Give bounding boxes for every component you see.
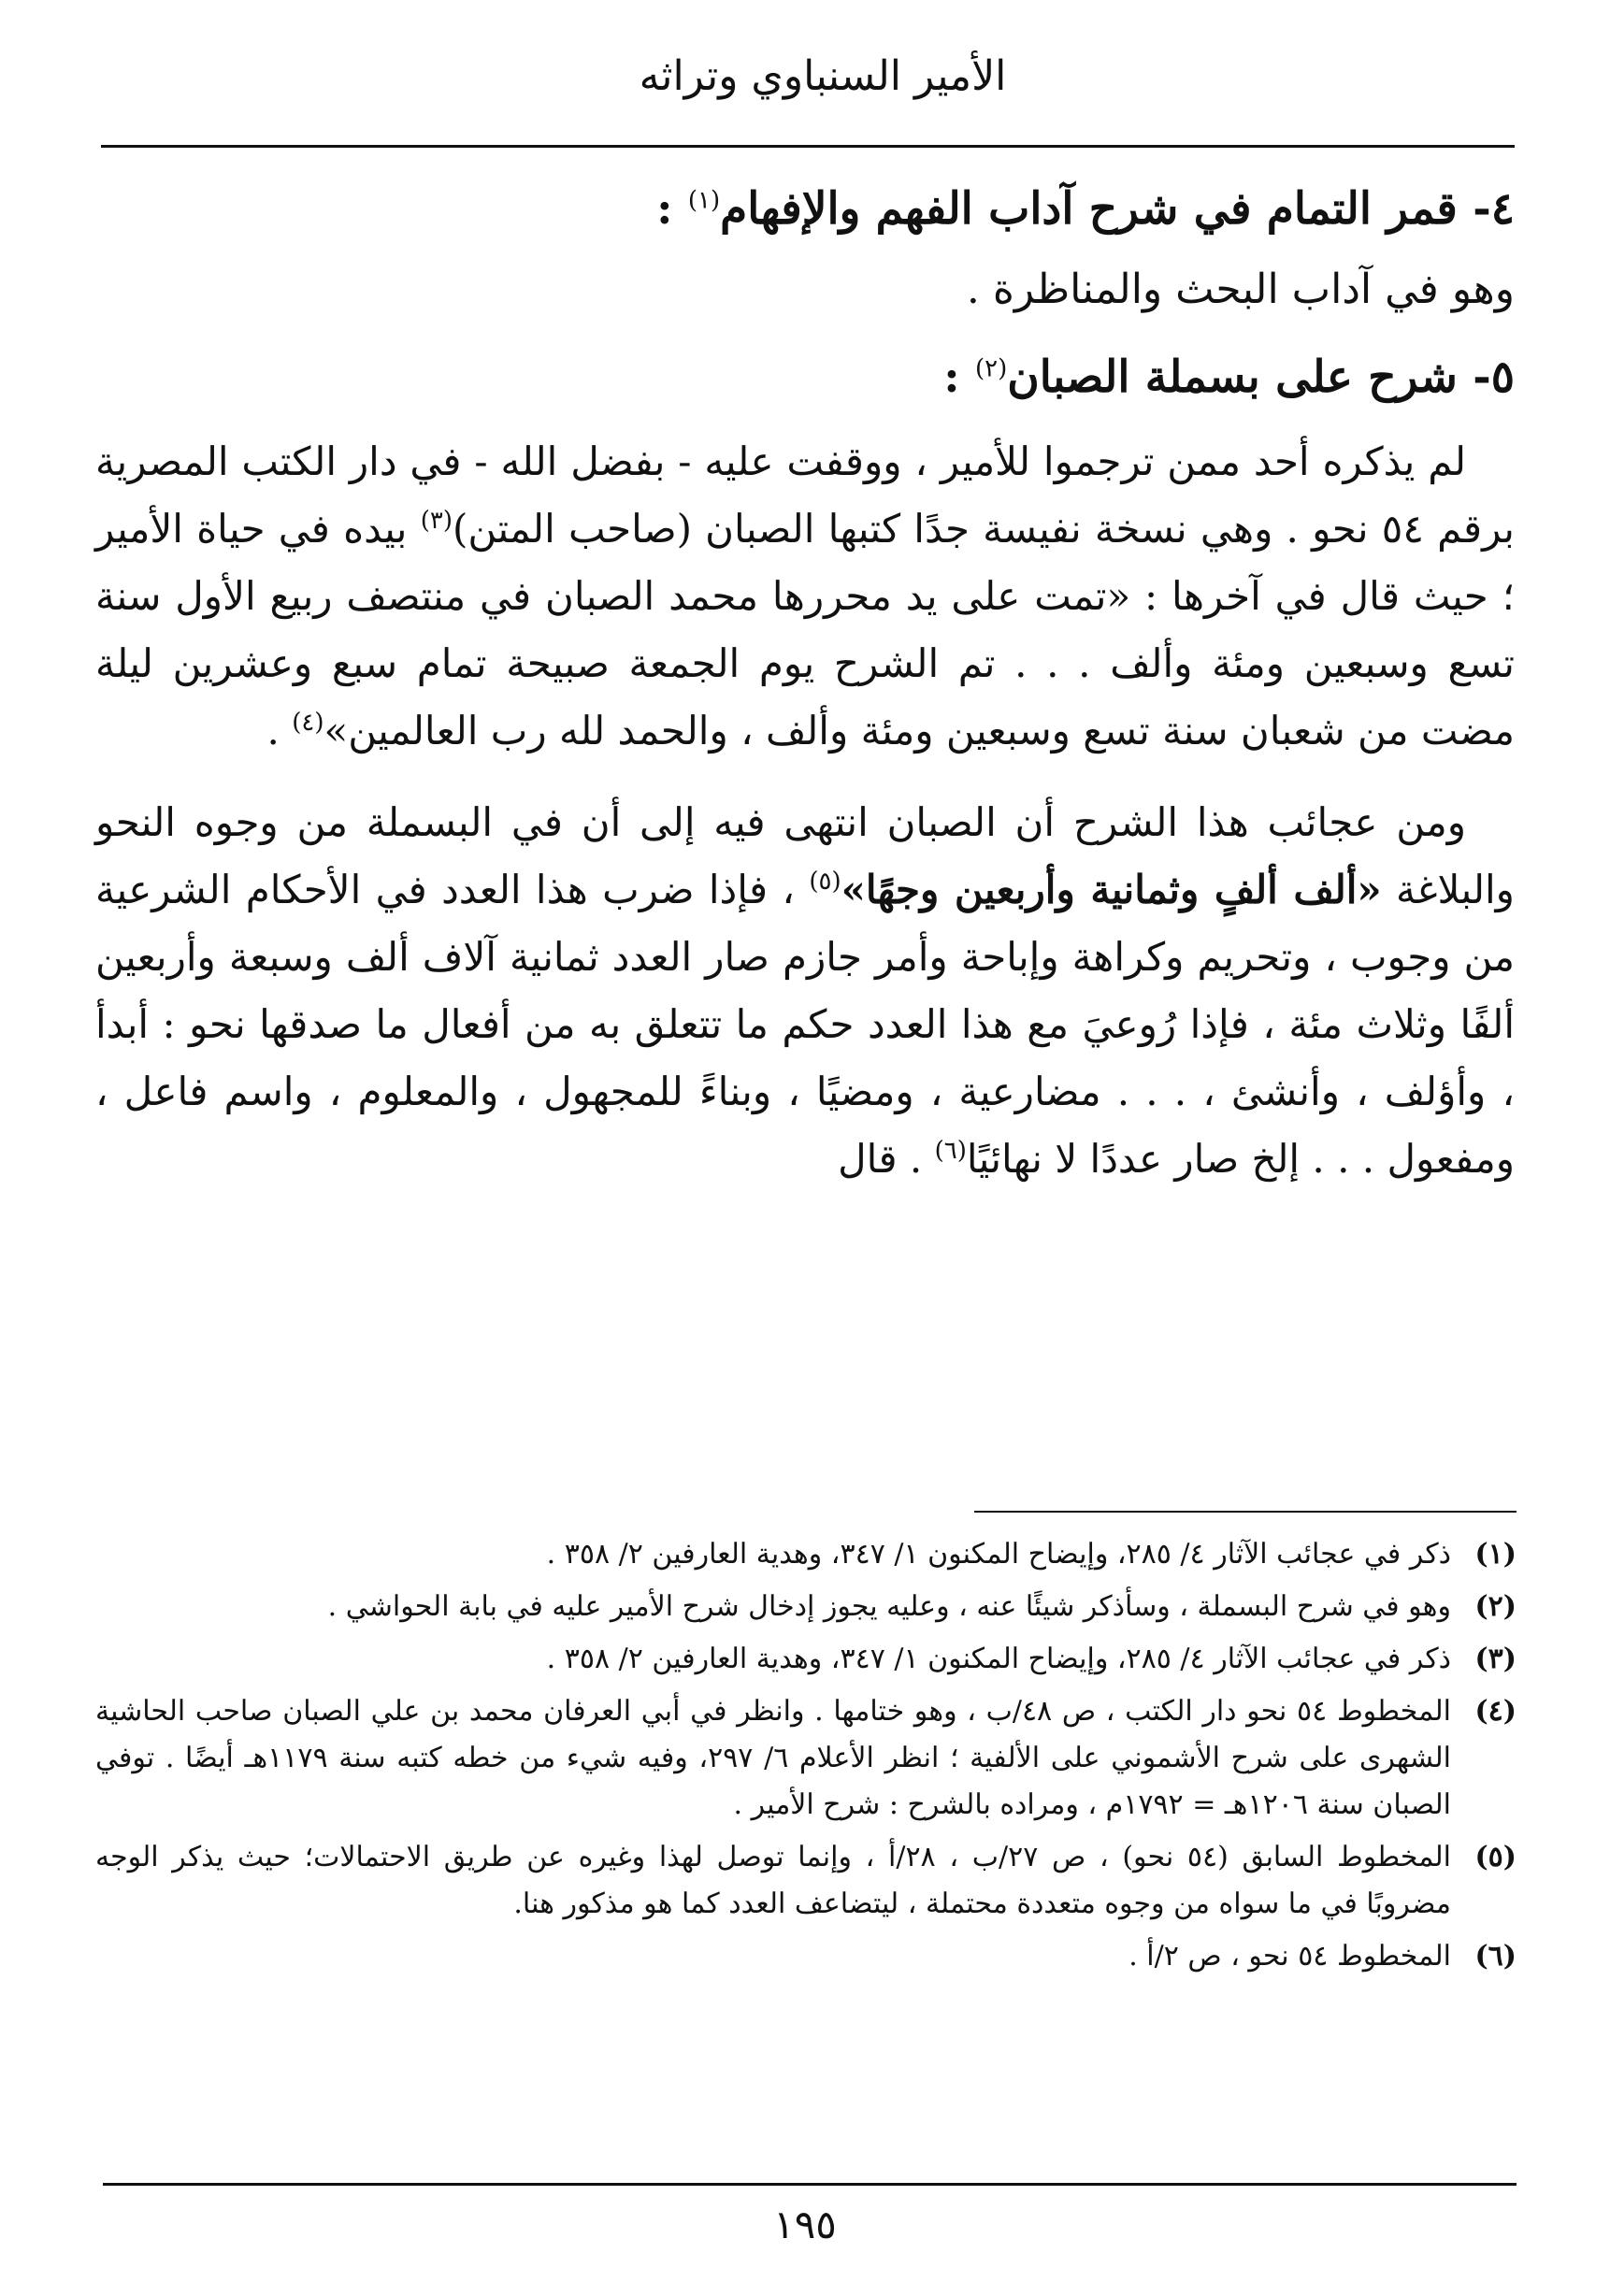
footnote-text: المخطوط ٥٤ نحو ، ص ٢/أ . [1128, 1940, 1451, 1973]
footnote-number: (٦) [1474, 1940, 1517, 1973]
footnote-ref-1[interactable]: (١) [687, 186, 721, 215]
footnote-ref-3[interactable]: (٣) [420, 507, 453, 535]
footnote-ref-2[interactable]: (٢) [974, 354, 1008, 383]
footnote-text: ذكر في عجائب الآثار ٤/ ٢٨٥، وإيضاح المكنون ١/ ٣٤٧، وهدية العارفين ٢/ ٣٥٨ . [546, 1538, 1451, 1571]
header-rule [101, 145, 1515, 148]
footnote-ref-4[interactable]: (٤) [292, 709, 324, 737]
footnote-text: المخطوط ٥٤ نحو دار الكتب ، ص ٤٨/ب ، وهو ختامها . وانظر في أبي العرفان محمد بن علي الصبان صاحب الحاشية الشهرى على شرح الأشموني على الألفية ؛ انظر الأعلام ٦/ ٢٩٧، وفيه شيء من خطه كتبه سنة ١١٧٩هـ أيضًا . توفي الصبان سنة ١٢٠٦هـ = ١٧٩٢م ، ومراده بالشرح : شرح الأمير . [95, 1695, 1451, 1821]
entry-title-4 [95, 176, 1515, 243]
entry-title-text: ٥- شرح على بسملة الصبان [1007, 352, 1515, 403]
footnote-2 [95, 1584, 1517, 1630]
footnote-number: (٣) [1474, 1643, 1517, 1675]
footnote-text: وهو في شرح البسملة ، وسأذكر شيئًا عنه ، وعليه يجوز إدخال شرح الأمير عليه في بابة الحواشي . [327, 1590, 1451, 1623]
entry-title-colon: : [943, 352, 975, 403]
footnote-text: المخطوط السابق (٥٤ نحو) ، ص ٢٧/ب ، ٢٨/أ ، وإنما توصل لهذا وغيره عن طريق الاحتمالات؛ حيث يذكر الوجه مضروبًا في ما سواه من وجوه متعددة محتملة ، ليتضاعف العدد كما هو مذكور هنا. [95, 1841, 1452, 1920]
footnote-ref-6[interactable]: (٦) [934, 1137, 967, 1165]
footnote-number: (١) [1474, 1538, 1517, 1571]
entry-title-text: ٤- قمر التمام في شرح آداب الفهم والإفهام [720, 183, 1515, 235]
entry-title-5 [95, 344, 1515, 411]
footnote-1 [95, 1531, 1517, 1578]
paragraph-text: . [266, 708, 293, 753]
footnotes [95, 1531, 1517, 1986]
paragraph-1 [95, 428, 1515, 765]
footnote-4 [95, 1688, 1517, 1829]
footnote-number: (٤) [1474, 1695, 1517, 1728]
paragraph-text: بيده في حياة الأمير ؛ حيث قال في آخرها : «تمت على يد محررها محمد الصبان في منتصف ربيع الأول سنة تسع وسبعين ومئة وألف . . . تم الشرح يوم الجمعة صبيحة تمام سبع وعشرين ليلة مضت من شعبان سنة تسع وسبعين ومئة وألف ، والحمد لله رب العالمين» [95, 506, 1515, 753]
footnote-6 [95, 1933, 1517, 1980]
quoted-phrase: «ألف ألفٍ وثمانية وأربعين وجهًا» [841, 867, 1382, 912]
paragraph-text: ومن عجائب هذا الشرح أن الصبان انتهى فيه إلى أن في البسملة من وجوه النحو والبلاغة [95, 799, 1515, 912]
footnote-text: ذكر في عجائب الآثار ٤/ ٢٨٥، وإيضاح المكنون ١/ ٣٤٧، وهدية العارفين ٢/ ٣٥٨ . [546, 1643, 1451, 1675]
paragraph-text: لم يذكره أحد ممن ترجموا للأمير ، ووقفت عليه - بفضل الله - في دار الكتب المصرية برقم ٥٤ نحو . وهي نسخة نفيسة جدًا كتبها الصبان (صاحب المتن) [95, 438, 1515, 552]
page-number: ١٩٥ [773, 2202, 837, 2247]
footnote-ref-5[interactable]: (٥) [809, 868, 841, 896]
footnote-5 [95, 1834, 1517, 1928]
running-title: الأمير السنباوي وتراثه [639, 52, 1007, 100]
footnote-number: (٥) [1474, 1841, 1517, 1873]
entry-description: وهو في آداب البحث والمناظرة . [966, 265, 1515, 313]
entry-title-colon: : [656, 183, 688, 235]
paragraph-text: ، فإذا ضرب هذا العدد في الأحكام الشرعية من وجوب ، وتحريم وكراهة وإباحة وأمر جازم صار العدد ثمانية آلاف ألف وسبعة وأربعين ألفًا وثلاث مئة ، فإذا رُوعيَ مع هذا العدد حكم ما تتعلق به من أفعال ما صدقها نحو : أبدأ ، وأؤلف ، وأنشئ ، . . . مضارعية ، ومضيًا ، وبناءً للمجهول ، والمعلوم ، واسم فاعل ، ومفعول . . . إلخ صار عددًا لا نهائيًا [95, 867, 1515, 1182]
footnote-separator [974, 1511, 1517, 1513]
footnote-number: (٢) [1474, 1590, 1517, 1623]
main-text [95, 176, 1515, 1193]
footnote-3 [95, 1636, 1517, 1683]
footer-rule [103, 2183, 1517, 2186]
paragraph-2 [95, 789, 1515, 1193]
paragraph-text: . قال [838, 1136, 935, 1182]
